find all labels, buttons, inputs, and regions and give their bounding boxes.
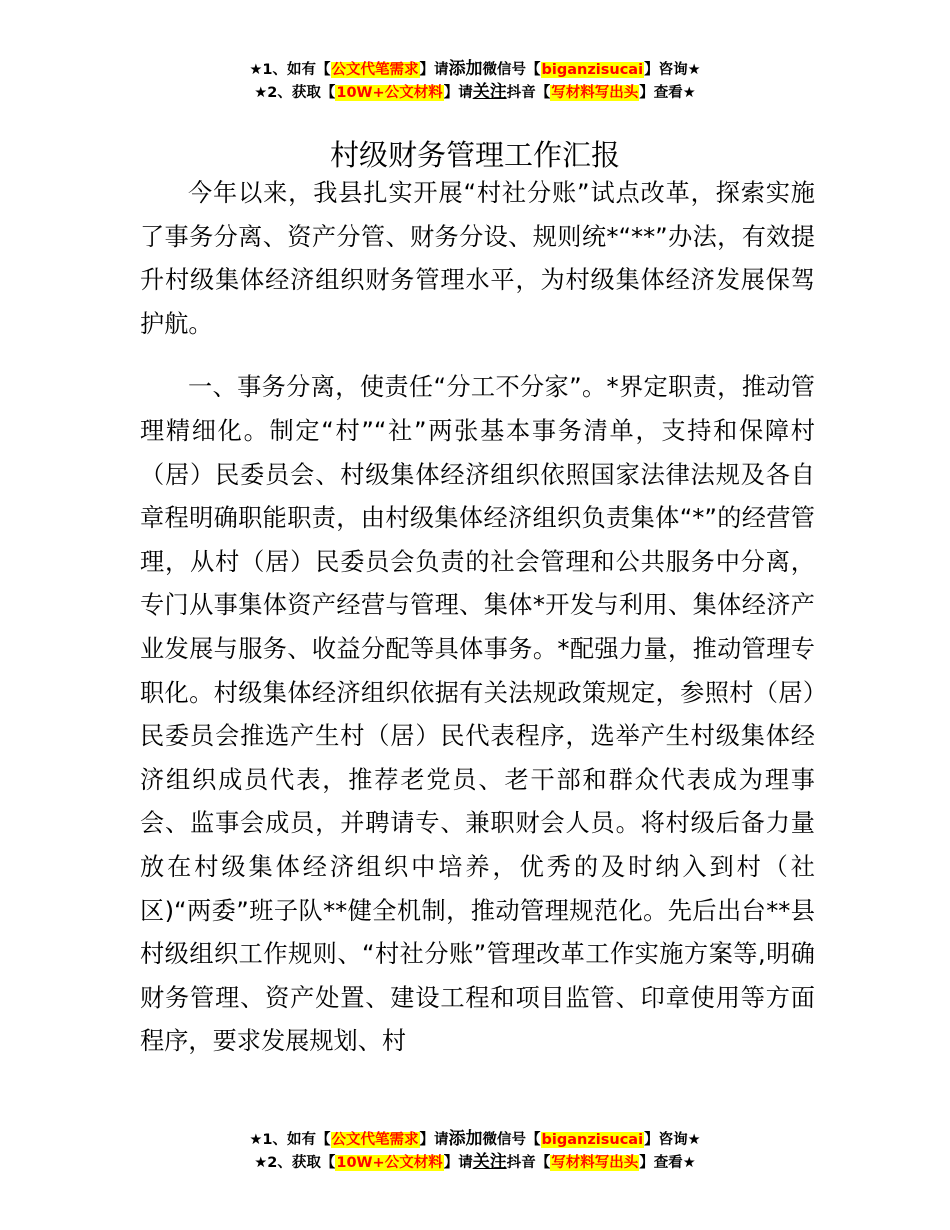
promo-banner-top <box>0 58 950 104</box>
promo-text: 微信号【 <box>482 62 541 78</box>
promo-text: 】请 <box>419 1132 449 1148</box>
promo-highlight: 公文代笔需求 <box>331 62 419 78</box>
promo-emphasis: 关注 <box>472 1152 507 1172</box>
promo-text: ★1、如有【 <box>249 62 331 78</box>
promo-text: ★1、如有【 <box>249 1132 331 1148</box>
promo-text: 】查看★ <box>639 1155 696 1171</box>
promo-highlight: 写材料写出头 <box>551 85 639 101</box>
promo-text: 】请 <box>443 85 473 101</box>
document-body <box>140 172 815 1064</box>
promo-text: 】请 <box>419 62 449 78</box>
promo-text: ★2、获取【 <box>254 1155 336 1171</box>
promo-text: 】请 <box>443 1155 473 1171</box>
promo-highlight: 10W+公文材料 <box>336 85 443 101</box>
promo-banner-bottom <box>0 1128 950 1174</box>
promo-line-2 <box>0 1151 950 1174</box>
promo-line-1 <box>0 58 950 81</box>
promo-text: 】咨询★ <box>644 62 701 78</box>
promo-highlight: biganzisucai <box>541 62 644 78</box>
promo-text: 】咨询★ <box>644 1132 701 1148</box>
promo-highlight: 写材料写出头 <box>551 1155 639 1171</box>
promo-text: 抖音【 <box>506 1155 551 1171</box>
promo-emphasis: 关注 <box>472 82 507 102</box>
promo-emphasis: 添加 <box>448 1129 483 1149</box>
promo-emphasis: 添加 <box>448 59 483 79</box>
promo-line-2 <box>0 81 950 104</box>
promo-text: ★2、获取【 <box>254 85 336 101</box>
paragraph: 今年以来，我县扎实开展“村社分账”试点改革，探索实施了事务分离、资产分管、财务分设、规则统*“**”办法，有效提升村级集体经济组织财务管理水平，为村级集体经济发展保驾护航。 <box>140 179 815 338</box>
promo-line-1 <box>0 1128 950 1151</box>
document-title: 村级财务管理工作汇报 <box>329 138 620 173</box>
promo-highlight: 公文代笔需求 <box>331 1132 419 1148</box>
promo-highlight: 10W+公文材料 <box>336 1155 443 1171</box>
promo-text: 】查看★ <box>639 85 696 101</box>
promo-text: 微信号【 <box>482 1132 541 1148</box>
paragraph: 一、事务分离，使责任“分工不分家”。*界定职责，推动管理精细化。制定“村”“社”两张基本事务清单，支持和保障村（居）民委员会、村级集体经济组织依照国家法律法规及各自章程明确职能职责，由村级集体经济组织负责集体“*”的经营管理，从村（居）民委员会负责的社会管理和公共服务中分离，专门从事集体资产经营与管理、集体*开发与利用、集体经济产业发展与服务、收益分配等具体事务。*配强力量，推动管理专职化。村级集体经济组织依据有关法规政策规定，参照村（居）民委员会推选产生村（居）民代表程序，选举产生村级集体经济组织成员代表，推荐老党员、老干部和群众代表成为理事会、监事会成员，并聘请专、兼职财会人员。将村级后备力量放在村级集体经济组织中培养，优秀的及时纳入到村（社区)“两委”班子队**健全机制，推动管理规范化。先后出台**县村级组织工作规则、“村社分账”管理改革工作实施方案等,明确财务管理、资产处置、建设工程和项目监管、印章使用等方面程序，要求发展规划、村 <box>140 373 815 1056</box>
promo-highlight: biganzisucai <box>541 1132 644 1148</box>
promo-text: 抖音【 <box>506 85 551 101</box>
